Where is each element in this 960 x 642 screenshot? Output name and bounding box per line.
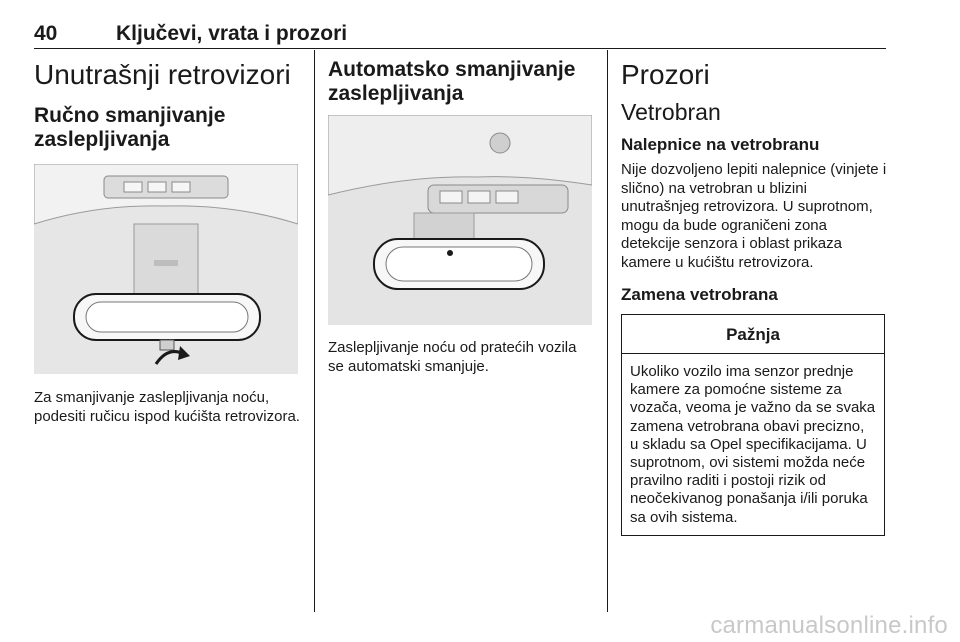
sticker-heading: Nalepnice na vetrobranu [621, 135, 820, 154]
section-title: Unutrašnji retrovizori [34, 59, 291, 90]
body-text: Zaslepljivanje noću od pratećih vozila se automatski smanjuje. [328, 339, 577, 375]
section-title: Automatsko smanjivanje zaslepljivanja [328, 58, 576, 105]
replacement-heading: Zamena vetrobrana [621, 285, 778, 304]
manual-mirror-illustration [34, 164, 298, 374]
column-manual-dimming [34, 58, 300, 426]
auto-mirror-illustration [328, 115, 592, 325]
column-divider [314, 50, 315, 612]
section-title: Prozori [621, 59, 710, 90]
watermark: carmanualsonline.info [710, 612, 948, 639]
section-subtitle: Vetrobran [621, 99, 721, 125]
body-text: Za smanjivanje zaslepljivanja noću, podesiti ručicu ispod kućišta retrovizora. [34, 389, 300, 425]
chapter-title: Ključevi, vrata i prozori [116, 22, 348, 45]
page-header [34, 0, 886, 49]
column-windows [621, 58, 887, 536]
caution-title: Pažnja [622, 315, 884, 354]
column-divider [607, 50, 608, 612]
section-subtitle: Ručno smanjivanje zaslepljivanja [34, 104, 226, 151]
caution-box [621, 314, 885, 536]
sticker-body: Nije dozvoljeno lepiti nalepnice (vinjete i slično) na vetrobran u blizini unutrašnjeg retrovizora. U suprotnom, mogu da bude ograničeni zona detekcije senzora i oblast prikaza kamere u kućištu retrovizora. [621, 161, 887, 271]
column-auto-dimming [328, 58, 594, 376]
page-number: 40 [34, 22, 58, 45]
caution-body: Ukoliko vozilo ima senzor prednje kamere za pomoćne sisteme za vozača, veoma je važno da se svaka zamena vetrobrana obavi precizno, u skladu sa Opel specifikacijama. U suprotnom, ovi sistemi možda neće pravilno raditi i postoji rizik od neočekivanog ponašanja i/ili poruka sa ovih sistema. [630, 363, 876, 526]
